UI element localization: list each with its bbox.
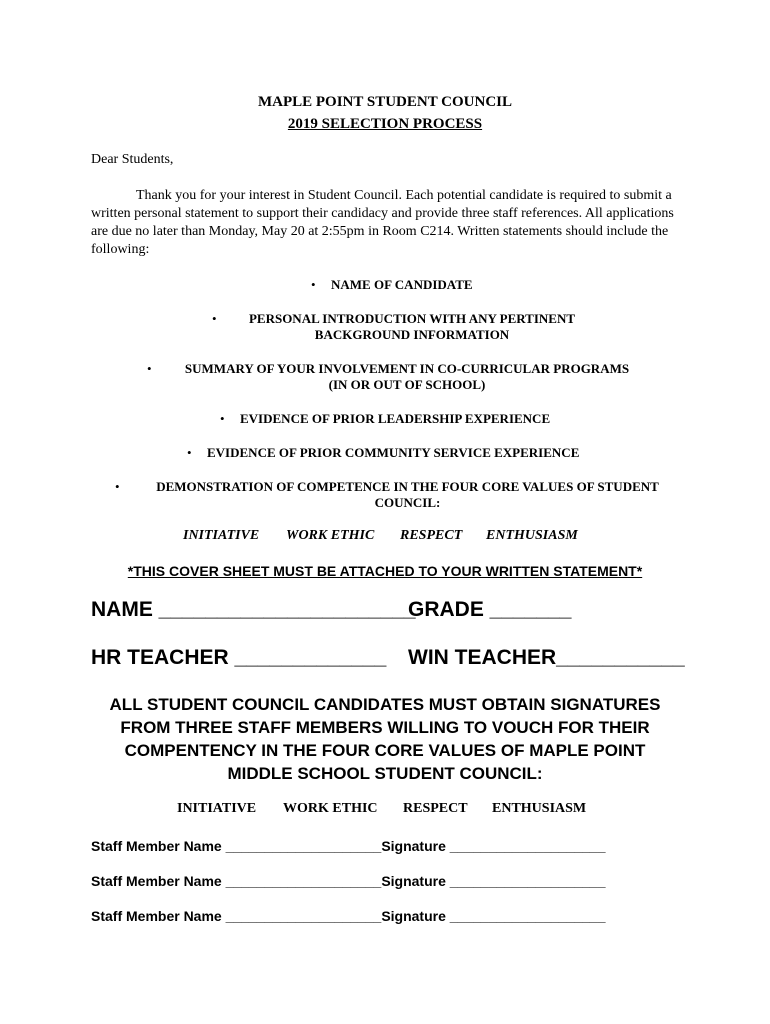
document-title: MAPLE POINT STUDENT COUNCIL xyxy=(257,94,513,110)
core-value-respect: RESPECT xyxy=(400,528,463,543)
bullet-icon: • xyxy=(147,361,152,376)
notice-line: FROM THREE STAFF MEMBERS WILLING TO VOUCH FOR THEIR xyxy=(120,718,650,737)
hr-teacher-field[interactable]: HR TEACHER _____________ xyxy=(91,646,387,669)
cover-sheet-note-text: *THIS COVER SHEET MUST BE ATTACHED TO YOUR WRITTEN STATEMENT* xyxy=(127,563,643,579)
cover-sheet-note xyxy=(0,563,770,579)
bullet-icon: • xyxy=(220,411,225,426)
bullet-icon: • xyxy=(212,311,217,326)
requirement-item xyxy=(187,445,579,461)
signature-notice xyxy=(0,693,770,785)
requirement-text-cont: COUNCIL: xyxy=(374,495,441,510)
notice-line: MIDDLE SCHOOL STUDENT COUNCIL: xyxy=(227,764,543,783)
core-value-respect-2: RESPECT xyxy=(403,801,468,816)
win-teacher-field[interactable]: WIN TEACHER___________ xyxy=(408,646,685,669)
requirement-text: EVIDENCE OF PRIOR LEADERSHIP EXPERIENCE xyxy=(240,411,551,426)
requirement-item xyxy=(311,277,473,293)
core-value-work-ethic-2: WORK ETHIC xyxy=(283,801,378,816)
intro-text: Thank you for your interest in Student Council. Each potential candidate is required to submit a written personal statement to support their candidacy and provide three staff references. All applications are due no later than Monday, May 20 at 2:55pm in Room C214. Written statements should include the following: xyxy=(91,188,674,257)
requirement-text: DEMONSTRATION OF COMPETENCE IN THE FOUR CORE VALUES OF STUDENT xyxy=(156,479,659,494)
intro-paragraph xyxy=(91,187,681,259)
requirement-item xyxy=(220,411,550,427)
requirement-text: PERSONAL INTRODUCTION WITH ANY PERTINENT xyxy=(248,311,576,326)
grade-field[interactable]: GRADE _______ xyxy=(408,598,572,621)
notice-line: ALL STUDENT COUNCIL CANDIDATES MUST OBTAIN SIGNATURES xyxy=(109,695,661,714)
core-value-initiative-2: INITIATIVE xyxy=(177,801,257,816)
salutation: Dear Students, xyxy=(91,152,174,167)
staff-signature-row-2[interactable]: Staff Member Name ____________________Signature ____________________ xyxy=(91,873,606,889)
bullet-icon: • xyxy=(311,277,316,292)
requirement-item xyxy=(212,311,592,343)
name-field[interactable]: NAME ______________________ xyxy=(91,598,416,621)
bullet-icon: • xyxy=(115,479,120,494)
bullet-icon: • xyxy=(187,445,192,460)
core-value-initiative: INITIATIVE xyxy=(183,528,260,543)
requirement-text-cont: BACKGROUND INFORMATION xyxy=(314,327,510,342)
core-value-enthusiasm: ENTHUSIASM xyxy=(486,528,578,543)
staff-signature-row-3[interactable]: Staff Member Name ____________________Signature ____________________ xyxy=(91,908,606,924)
notice-line: COMPENTENCY IN THE FOUR CORE VALUES OF MAPLE POINT xyxy=(124,741,646,760)
requirement-text-cont: (IN OR OUT OF SCHOOL) xyxy=(328,377,486,392)
core-value-enthusiasm-2: ENTHUSIASM xyxy=(492,801,587,816)
requirement-text: EVIDENCE OF PRIOR COMMUNITY SERVICE EXPERIENCE xyxy=(207,445,580,460)
requirement-text: NAME OF CANDIDATE xyxy=(331,277,473,292)
staff-signature-row-1[interactable]: Staff Member Name ____________________Signature ____________________ xyxy=(91,838,606,854)
document-subtitle: 2019 SELECTION PROCESS xyxy=(287,116,483,132)
requirement-item xyxy=(115,479,680,511)
core-value-work-ethic: WORK ETHIC xyxy=(286,528,375,543)
requirement-text: SUMMARY OF YOUR INVOLVEMENT IN CO-CURRICULAR PROGRAMS xyxy=(184,361,630,376)
requirement-item xyxy=(147,361,647,393)
